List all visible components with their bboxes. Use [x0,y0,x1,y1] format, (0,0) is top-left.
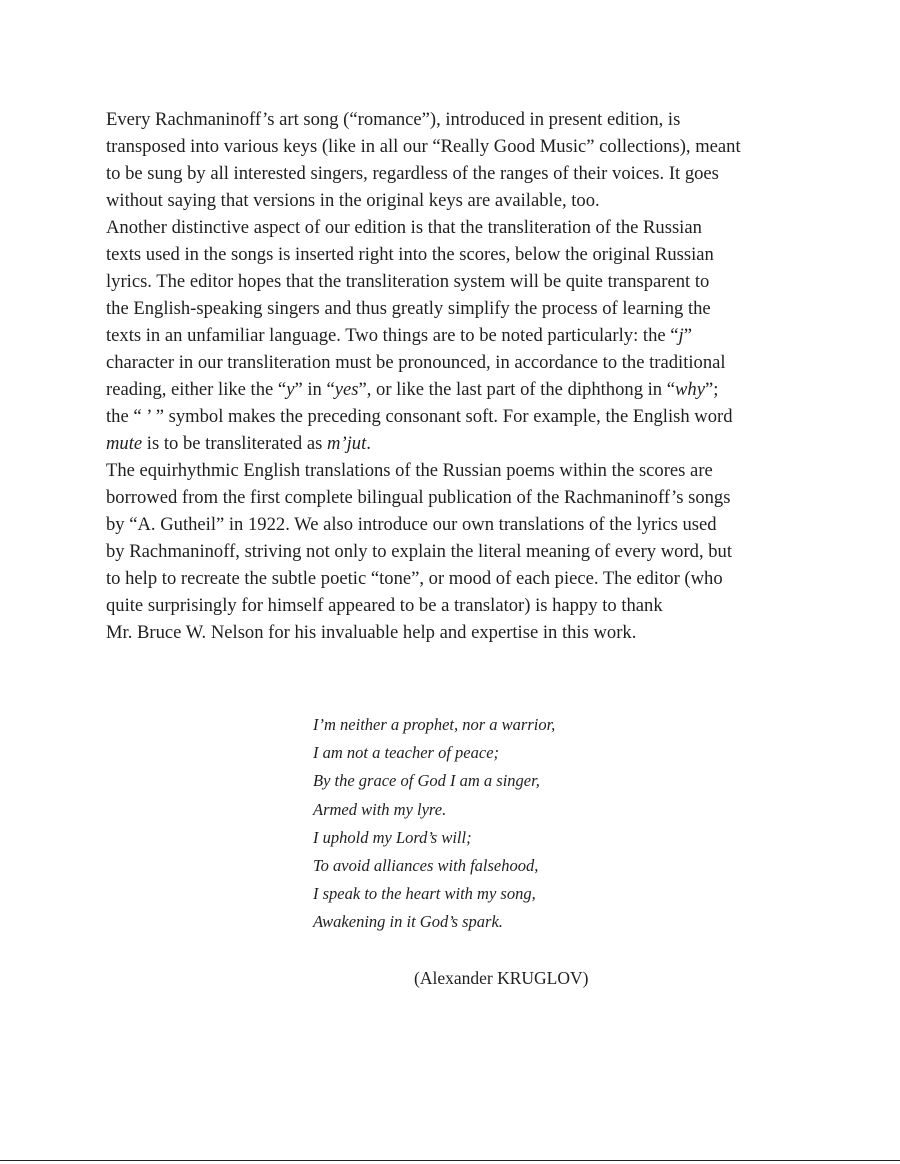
text-run: Another distinctive aspect of our edition is that the transliteration of the Russian [106,217,702,238]
text-run: ” [683,325,692,346]
text-line [106,565,806,592]
italic-text: yes [334,379,359,400]
poem-line: I am not a teacher of peace; [313,743,500,763]
text-run: borrowed from the first complete bilingual publication of the Rachmaninoff’s songs [106,487,731,508]
text-line [106,484,806,511]
text-line [106,349,806,376]
italic-text: why [675,379,705,400]
text-line [106,160,806,187]
italic-text: mute [106,433,143,454]
paragraph [106,457,806,646]
paragraph [106,214,806,457]
text-run: ”; [704,379,719,400]
epigraph-poem [313,711,555,937]
text-line [106,295,806,322]
text-line [106,133,806,160]
text-run: by Rachmaninoff, striving not only to explain the literal meaning of every word, but [106,541,733,562]
italic-text: j [678,325,684,346]
text-line [106,187,806,214]
italic-text: m’jut [327,433,367,454]
text-line [106,241,806,268]
text-run: The equirhythmic English translations of the Russian poems within the scores are [106,460,713,481]
poem-line: By the grace of God I am a singer, [313,771,540,791]
text-line [106,430,806,457]
text-run: Mr. Bruce W. Nelson for his invaluable help and expertise in this work. [106,622,637,643]
text-run: reading, either like the “ [106,379,287,400]
text-line [106,619,806,646]
text-line [106,457,806,484]
text-line [106,511,806,538]
text-line [106,538,806,565]
text-run: character in our transliteration must be pronounced, in accordance to the traditional [106,352,726,373]
text-run: ” in “ [294,379,335,400]
text-line [106,403,806,430]
text-run: to be sung by all interested singers, regardless of the ranges of their voices. It goes [106,163,719,184]
paragraph [106,106,806,214]
poem-line: Armed with my lyre. [313,799,447,819]
preface-text [106,106,806,646]
text-line [106,376,806,403]
poem-line: Awakening in it God’s spark. [313,912,503,932]
text-line [106,106,806,133]
text-line [106,322,806,349]
text-run: without saying that versions in the original keys are available, too. [106,190,600,211]
text-run: . [366,433,371,454]
text-run: transposed into various keys (like in all our “Really Good Music” collections), meant [106,136,741,157]
poem-line: I’m neither a prophet, nor a warrior, [313,715,556,734]
text-run: to help to recreate the subtle poetic “tone”, or mood of each piece. The editor (who [106,568,723,589]
text-run: ”, or like the last part of the diphthong in “ [358,379,675,400]
text-line [106,268,806,295]
page-bottom-edge [0,1160,900,1161]
text-run: texts used in the songs is inserted right into the scores, below the original Russian [106,244,714,265]
poem-line: I speak to the heart with my song, [313,884,536,904]
text-line [106,214,806,241]
italic-text: y [286,379,295,400]
text-run: texts in an unfamiliar language. Two things are to be noted particularly: the “ [106,325,679,346]
poem-line: I uphold my Lord’s will; [313,827,472,847]
text-line [106,592,806,619]
text-run: by “A. Gutheil” in 1922. We also introduce our own translations of the lyrics used [106,514,717,535]
text-run: the “ ’ ” symbol makes the preceding consonant soft. For example, the English word [106,406,733,427]
text-run: Every Rachmaninoff’s art song (“romance”), introduced in present edition, is [106,109,681,130]
text-run: is to be transliterated as [142,433,328,454]
text-run: quite surprisingly for himself appeared to be a translator) is happy to thank [106,595,663,616]
text-run: the English-speaking singers and thus greatly simplify the process of learning the [106,298,711,319]
text-run: lyrics. The editor hopes that the transliteration system will be quite transparent to [106,271,710,292]
poem-line: To avoid alliances with falsehood, [313,856,539,876]
poem-attribution: (Alexander KRUGLOV) [414,968,589,988]
